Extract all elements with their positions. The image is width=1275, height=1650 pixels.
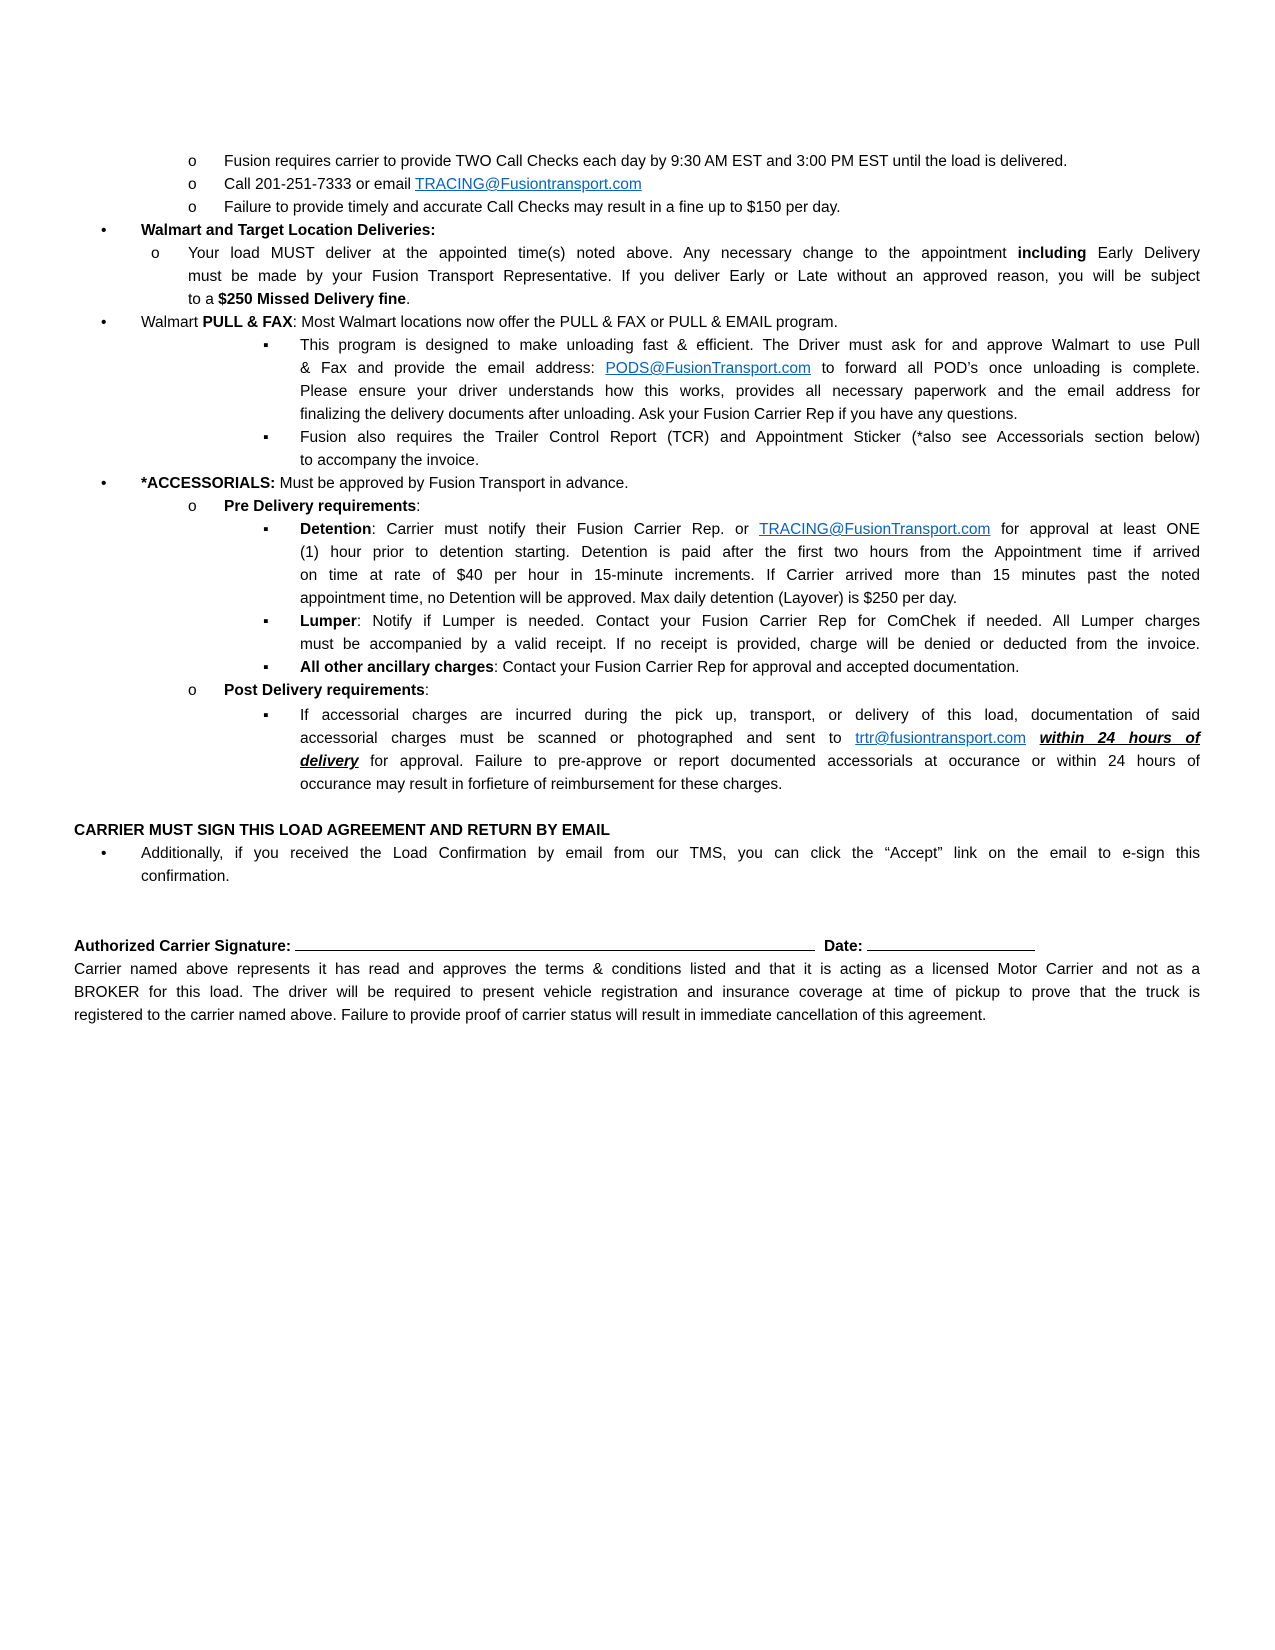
call-checks-line-1: Fusion requires carrier to provide TWO Call Checks each day by 9:30 AM EST and 3:00 PM EST until the load is delivered. (224, 153, 1068, 170)
circle-bullet-icon: o (188, 498, 197, 515)
detention-line-1: Detention: Carrier must notify their Fusion Carrier Rep. or TRACING@FusionTransport.com for approval at least ONE (300, 521, 1200, 538)
lumper-line-1: Lumper: Notify if Lumper is needed. Contact your Fusion Carrier Rep for ComChek if needed. All Lumper charges (300, 613, 1200, 630)
circle-bullet-icon: o (188, 682, 197, 699)
signature-row (74, 935, 1035, 958)
pull-fax-lead: Walmart PULL & FAX: Most Walmart locations now offer the PULL & FAX or PULL & EMAIL program. (141, 314, 838, 331)
carrier-sign-line-2: confirmation. (141, 868, 230, 885)
circle-bullet-icon: o (188, 199, 197, 216)
bullet-icon: • (101, 475, 107, 492)
detention-line-4: appointment time, no Detention will be approved. Max daily detention (Layover) is $250 per day. (300, 590, 958, 607)
date-field[interactable] (867, 936, 1035, 951)
walmart-target-line-1: Your load MUST deliver at the appointed time(s) noted above. Any necessary change to the appointment including Early Delivery (188, 245, 1200, 262)
carrier-sign-heading: CARRIER MUST SIGN THIS LOAD AGREEMENT AND RETURN BY EMAIL (74, 822, 610, 839)
walmart-target-line-3: to a $250 Missed Delivery fine. (188, 291, 411, 308)
tracing-email-link[interactable]: TRACING@Fusiontransport.com (415, 176, 642, 193)
circle-bullet-icon: o (188, 176, 197, 193)
pull-fax-p1-line-4: finalizing the delivery documents after unloading. Ask your Fusion Carrier Rep if you have any questions. (300, 406, 1018, 423)
post-delivery-heading: Post Delivery requirements: (224, 682, 430, 699)
call-checks-line-3: Failure to provide timely and accurate Call Checks may result in a fine up to $150 per day. (224, 199, 841, 216)
terms-line-2: BROKER for this load. The driver will be required to present vehicle registration and insurance coverage at time of pickup to prove that the truck is (74, 984, 1200, 1001)
pre-delivery-heading: Pre Delivery requirements: (224, 498, 421, 515)
signature-field[interactable] (295, 936, 815, 951)
post-delivery-line-4: occurance may result in forfieture of reimbursement for these charges. (300, 776, 783, 793)
walmart-target-heading: Walmart and Target Location Deliveries: (141, 222, 436, 239)
bullet-icon: • (101, 314, 107, 331)
square-bullet-icon: ▪ (263, 613, 269, 630)
pull-fax-p2-line-2: to accompany the invoice. (300, 452, 480, 469)
bullet-icon: • (101, 222, 107, 239)
post-delivery-line-2: accessorial charges must be scanned or photographed and sent to trtr@fusiontransport.com within 24 hours of (300, 730, 1200, 747)
square-bullet-icon: ▪ (263, 659, 269, 676)
post-delivery-line-3: delivery for approval. Failure to pre-approve or report documented accessorials at occurance or within 24 hours of (300, 753, 1200, 770)
call-checks-line-2: Call 201-251-7333 or email TRACING@Fusiontransport.com (224, 176, 642, 193)
lumper-line-2: must be accompanied by a valid receipt. If no receipt is provided, charge will be denied or deducted from the invoice. (300, 636, 1200, 653)
circle-bullet-icon: o (188, 153, 197, 170)
square-bullet-icon: ▪ (263, 337, 269, 354)
date-label: Date: (823, 938, 863, 955)
bullet-icon: • (101, 845, 107, 862)
other-charges-line: All other ancillary charges: Contact your Fusion Carrier Rep for approval and accepted documentation. (300, 659, 1020, 676)
pull-fax-p1-line-3: Please ensure your driver understands how this works, provides all necessary paperwork and the email address for (300, 383, 1200, 400)
square-bullet-icon: ▪ (263, 429, 269, 446)
accessorials-heading: *ACCESSORIALS: Must be approved by Fusion Transport in advance. (141, 475, 629, 492)
pull-fax-p1-line-1: This program is designed to make unloading fast & efficient. The Driver must ask for and approve Walmart to use Pull (300, 337, 1200, 354)
pull-fax-p2-line-1: Fusion also requires the Trailer Control Report (TCR) and Appointment Sticker (*also see Accessorials section below) (300, 429, 1200, 446)
square-bullet-icon: ▪ (263, 521, 269, 538)
detention-line-3: on time at rate of $40 per hour in 15-minute increments. If Carrier arrived more than 15 minutes past the noted (300, 567, 1200, 584)
terms-line-1: Carrier named above represents it has read and approves the terms & conditions listed and that it is acting as a licensed Motor Carrier and not as a (74, 961, 1200, 978)
signature-label: Authorized Carrier Signature: (74, 938, 292, 955)
carrier-sign-line-1: Additionally, if you received the Load Confirmation by email from our TMS, you can click the “Accept” link on the email to e-sign this (141, 845, 1200, 862)
pull-fax-p1-line-2: & Fax and provide the email address: PODS@FusionTransport.com to forward all POD’s once unloading is complete. (300, 360, 1200, 377)
trtr-email-link[interactable]: trtr@fusiontransport.com (855, 730, 1027, 747)
pods-email-link[interactable]: PODS@FusionTransport.com (605, 360, 811, 377)
detention-line-2: (1) hour prior to detention starting. Detention is paid after the first two hours from the Appointment time if arrived (300, 544, 1200, 561)
tracing-email-link-2[interactable]: TRACING@FusionTransport.com (759, 521, 991, 538)
walmart-target-line-2: must be made by your Fusion Transport Representative. If you deliver Early or Late without an approved reason, you will be subject (188, 268, 1200, 285)
circle-bullet-icon: o (151, 245, 160, 262)
terms-line-3: registered to the carrier named above. Failure to provide proof of carrier status will result in immediate cancellation of this agreement. (74, 1007, 987, 1024)
post-delivery-line-1: If accessorial charges are incurred during the pick up, transport, or delivery of this load, documentation of said (300, 707, 1200, 724)
square-bullet-icon: ▪ (263, 707, 269, 724)
